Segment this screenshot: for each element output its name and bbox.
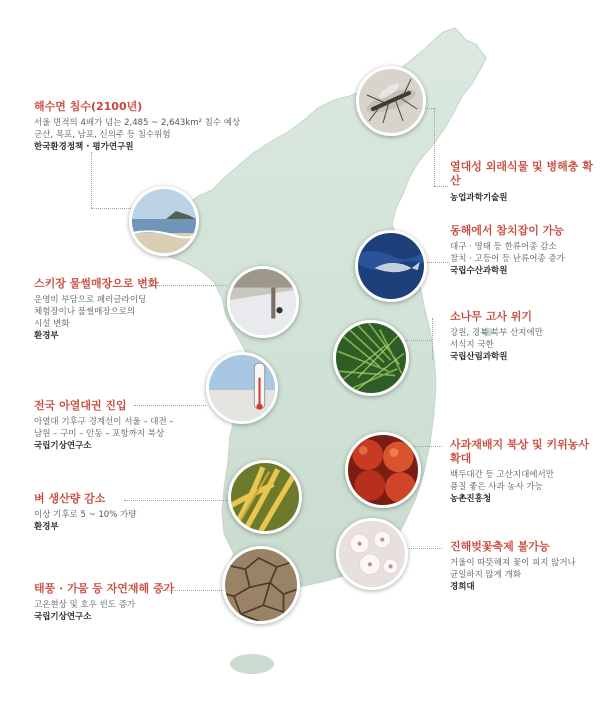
info-line: 고온현상 및 호우 빈도 증가	[34, 600, 136, 610]
info-block-tuna	[450, 224, 565, 277]
info-line: 이상 기후로 5 ~ 10% 가량	[34, 510, 137, 520]
info-line: 체험장이나 물썰매장으로의	[34, 307, 136, 317]
leader-line	[404, 340, 432, 341]
info-line: 아열대 기후구 경계선이 서울 – 대전 –	[34, 417, 174, 427]
info-title: 전국 아열대권 진입	[34, 399, 127, 412]
info-line: 남원 – 구미 – 안동 – 포항까지 북상	[34, 429, 165, 439]
info-source: 환경부	[34, 331, 59, 341]
info-line: 시설 변화	[34, 319, 70, 329]
info-title: 태풍 · 가뭄 등 자연재해 증가	[34, 582, 175, 595]
info-line: 군산, 목포, 남포, 신의주 등 침수위험	[34, 130, 171, 140]
coast-photo	[129, 186, 199, 256]
info-block-cherry	[450, 540, 576, 593]
leader-line	[91, 152, 92, 208]
info-source: 농촌진흥청	[450, 494, 492, 504]
info-title: 벼 생산량 감소	[34, 492, 106, 505]
info-source: 경희대	[450, 582, 475, 592]
info-block-rice	[34, 492, 136, 533]
info-block-sea-level	[34, 100, 240, 153]
info-title: 진해벚꽃축제 불가능	[450, 540, 550, 553]
jeju-island	[230, 654, 274, 674]
ski-slope-photo	[227, 266, 299, 338]
leader-line	[432, 318, 433, 360]
info-source: 국립기상연구소	[34, 612, 92, 622]
leader-line	[124, 500, 228, 501]
info-source: 국립산림과학원	[450, 352, 508, 362]
cherry-blossom-photo	[336, 518, 408, 590]
leader-line	[434, 186, 448, 187]
leader-line	[434, 108, 435, 186]
cracked-earth-photo	[222, 546, 300, 624]
info-source: 국립수산과학원	[450, 266, 508, 276]
info-line: 서울 면적의 4배가 넘는 2,485 ~ 2,643km² 침수 예상	[34, 118, 241, 128]
info-source: 농업과학기술원	[450, 193, 508, 203]
pine-needles-photo	[333, 320, 409, 396]
info-block-pests	[450, 160, 600, 204]
info-block-ski	[34, 277, 159, 342]
info-line: 백두대간 등 고산지대에서만	[450, 470, 554, 480]
info-line: 균일하지 않게 개화	[450, 570, 522, 580]
info-line: 참치 · 고등어 등 난류어종 증가	[450, 254, 565, 264]
info-title: 해수면 침수(2100년)	[34, 100, 143, 113]
mosquito-photo	[356, 66, 426, 136]
apples-photo	[345, 432, 421, 508]
info-line: 강원, 경북 북부 산지에만	[450, 328, 543, 338]
info-line: 거울이 따뜻해져 꽃이 피지 않거나	[450, 558, 576, 568]
info-block-apple	[450, 438, 600, 505]
info-title: 사과재배지 북상 및 키위농사 확대	[450, 438, 589, 465]
info-line: 대구 · 명태 등 한류어종 감소	[450, 242, 557, 252]
rice-photo	[228, 460, 302, 534]
tuna-sea-photo	[355, 230, 427, 302]
thermometer-photo	[206, 352, 278, 424]
info-line: 품질 좋은 사과 농사 가능	[450, 482, 543, 492]
leader-line	[91, 208, 133, 209]
info-block-disaster	[34, 582, 174, 623]
info-title: 동해에서 참치잡이 가능	[450, 224, 564, 237]
info-source: 환경부	[34, 522, 59, 532]
info-line: 운영비 부담으로 패러글라이딩	[34, 295, 147, 305]
info-title: 소나무 고사 위기	[450, 310, 533, 323]
info-block-subtropical	[34, 399, 174, 452]
info-block-pine	[450, 310, 543, 363]
info-source: 한국환경정책 · 평가연구원	[34, 142, 134, 152]
info-title: 스키장 물썰매장으로 변화	[34, 277, 159, 290]
info-line: 서식지 국한	[450, 340, 494, 350]
info-source: 국립기상연구소	[34, 441, 92, 451]
leader-line	[404, 548, 442, 549]
info-title: 열대성 외래식물 및 병해충 확산	[450, 160, 593, 187]
leader-line	[150, 285, 226, 286]
